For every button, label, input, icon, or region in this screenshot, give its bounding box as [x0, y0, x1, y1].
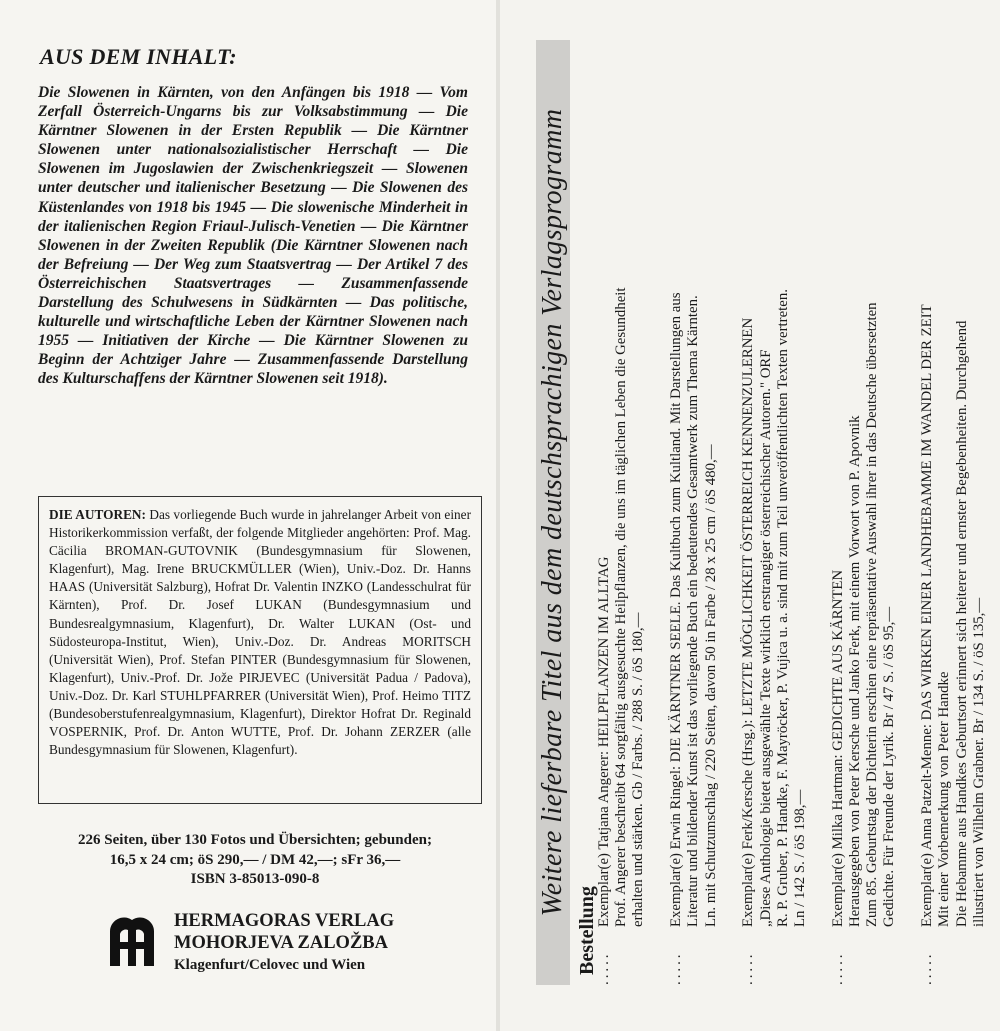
entry-line: erhalten und stärken. Gb / Farbs. / 288 S. / öS 180,—: [630, 612, 647, 927]
publisher-name-de: HERMAGORAS VERLAG: [174, 911, 395, 931]
entry-line: Zum 85. Geburtstag der Dichterin erschien eine repräsentative Auswahl ihrer in das Deutsche übersetzten: [864, 302, 881, 927]
specs-line-1: 226 Seiten, über 130 Fotos und Übersichten; gebunden;: [78, 832, 432, 848]
entry-line: Exemplar(e) Milka Hartman: GEDICHTE AUS KÄRNTEN: [829, 569, 846, 927]
order-entry: [668, 40, 720, 985]
quantity-blank[interactable]: .....: [596, 951, 612, 985]
quantity-blank[interactable]: .....: [740, 951, 757, 985]
entry-line: Exemplar(e) Anna Patzelt-Menne: DAS WIRKEN EINER LANDHEBAMME IM WANDEL DER ZEIT: [919, 304, 936, 927]
book-specs: [40, 831, 470, 890]
hermagoras-logo-icon: [104, 912, 160, 968]
left-page: [0, 0, 496, 1031]
quantity-blank[interactable]: .....: [668, 951, 685, 985]
order-entry: [596, 40, 648, 985]
order-form: [536, 40, 987, 985]
entry-line: Mit einer Vorbemerkung von Peter Handke: [936, 671, 953, 927]
entry-line: R. P. Gruber, P. Handke, F. Mayröcker, P. Vujica u. a. sind mit zum Teil unveröffentlichten Texten vertreten.: [774, 289, 791, 927]
entry-line: Ln. mit Schutzumschlag / 220 Seiten, davon 50 in Farbe / 28 x 25 cm / öS 480,—: [702, 444, 719, 927]
entry-line: Die Hebamme aus Handkes Geburtsort erinnert sich heiterer und ernster Begebenheiten. Durchgehend: [953, 320, 970, 927]
entry-line: Literatur und bildender Kunst ist das vorliegende Buch ein bedeutendes Gesamtwerk zum Thema Kärnten.: [685, 295, 702, 927]
entry-line: Prof. Angerer beschreibt 64 sorgfältig ausgesuchte Heilpflanzen, die uns im täglichen Leben die Gesundheit: [613, 287, 630, 927]
entry-line: Gedichte. Für Freunde der Lyrik. Br / 47 S. / öS 95,—: [881, 606, 898, 927]
order-entry: [740, 40, 809, 985]
order-title: Bestellung: [576, 886, 598, 975]
publisher-city: Klagenfurt/Celovec und Wien: [174, 957, 366, 973]
entry-line: „Diese Anthologie bietet ausgewählte Texte wirklich erstrangiger österreichischer Autoren." ORF: [757, 349, 774, 927]
entry-line: Herausgegeben von Peter Kersche und Janko Ferk, mit einem Vorwort von P. Apovnik: [847, 415, 864, 927]
order-list: [596, 40, 1000, 985]
quantity-blank[interactable]: .....: [919, 951, 936, 985]
program-banner: Weitere lieferbare Titel aus dem deutschsprachigen Verlagsprogramm: [536, 40, 570, 985]
entry-line: Ln / 142 S. / öS 198,—: [792, 789, 809, 927]
entry-line: Exemplar(e) Tatjana Angerer: HEILPFLANZEN IM ALLTAG: [596, 556, 612, 927]
entry-line: Exemplar(e) Erwin Ringel: DIE KÄRNTNER SEELE. Das Kultbuch zum Kultland. Mit Darstellungen aus: [668, 292, 685, 927]
publisher-name-sl: MOHORJEVA ZALOŽBA: [174, 933, 388, 953]
quantity-blank[interactable]: .....: [829, 951, 846, 985]
order-entry: [919, 40, 988, 985]
isbn: ISBN 3-85013-090-8: [190, 871, 320, 887]
entry-line: illustriert von Wilhelm Grabner. Br / 134 S. / öS 135,—: [970, 597, 987, 927]
authors-box: [38, 496, 482, 804]
authors-text: Das vorliegende Buch wurde in jahrelanger Arbeit von einer Historikerkommission verfaßt, der folgende Mitglieder angehörten: Prof. Mag. Cäcilia BROMAN-GUTOVNIK (Bundesgymnasium für Slowenen, Klagenfurt), Mag. Irene BRUCKMÜLLER (Wien), Univ.-Doz. Dr. Hanns HAAS (Universität Salzburg), Hofrat Dr. Valentin INZKO (Landesschulrat für Kärnten), Prof. Dr. Josef LUKAN (Bundesgymnasium und Bundesrealgymnasium, Klagenfurt), Dr. Walter LUKAN (Ost- und Südosteuropa-Institut, Wien), Univ.-Doz. Dr. Andreas MORITSCH (Universität Wien), Prof. Stefan PINTER (Bundesgymnasium für Slowenen, Klagenfurt), Univ.-Prof. Dr. Jože PIRJEVEC (Universität Padua / Padova), Univ.-Doz. Dr. Karl STUHLPFARRER (Universität Wien), Prof. Heimo TITZ (Bundesoberstufenrealgymnasium, Klagenfurt), Direktor Hofrat Dr. Reginald VOSPERNIK, Prof. Dr. Anton WUTTE, Prof. Dr. Johann ZERZER (alle Bundesgymnasium für Slowenen, Klagenfurt).: [49, 507, 472, 758]
contents-heading: AUS DEM INHALT:: [40, 44, 237, 69]
authors-label: DIE AUTOREN:: [49, 507, 146, 522]
contents-text: Die Slowenen in Kärnten, von den Anfängen bis 1918 — Vom Zerfall Österreich-Ungarns bis zur Volksabstimmung — Die Kärntner Slowenen in der Ersten Republik — Die Kärntner Slowenen unter nationalsozialistischer Herrschaft — Die Slowenen im Jugoslawien der Zwischenkriegszeit — Slowenen unter deutscher und italienischer Besetzung — Die Slowenen des Küstenlandes von 1918 bis 1945 — Die slowenische Minderheit in der italienischen Region Friaul-Julisch-Venetien — Die Kärntner Slowenen in der Zweiten Republik (Die Kärntner Slowenen nach der Befreiung — Der Weg zum Staatsvertrag — Der Artikel 7 des Österreichischen Staatsvertrages — Zusammenfassende Darstellung des Schulwesens in Südkärnten — Das politische, kulturelle und wirtschaftliche Leben der Kärntner Slowenen nach 1955 — Initiativen der Kirche — Die Kärntner Slowenen zu Beginn der Achtziger Jahre — Zusammenfassende Darstellung des Kulturschaffens der Kärntner Slowenen seit 1918).: [38, 84, 468, 388]
order-entry: [830, 40, 899, 985]
specs-line-2: 16,5 x 24 cm; öS 290,— / DM 42,—; sFr 36,—: [109, 851, 401, 868]
entry-line: Exemplar(e) Ferk/Kersche (Hrsg.): LETZTE MÖGLICHKEIT ÖSTERREICH KENNENZULERNEN: [740, 317, 757, 927]
